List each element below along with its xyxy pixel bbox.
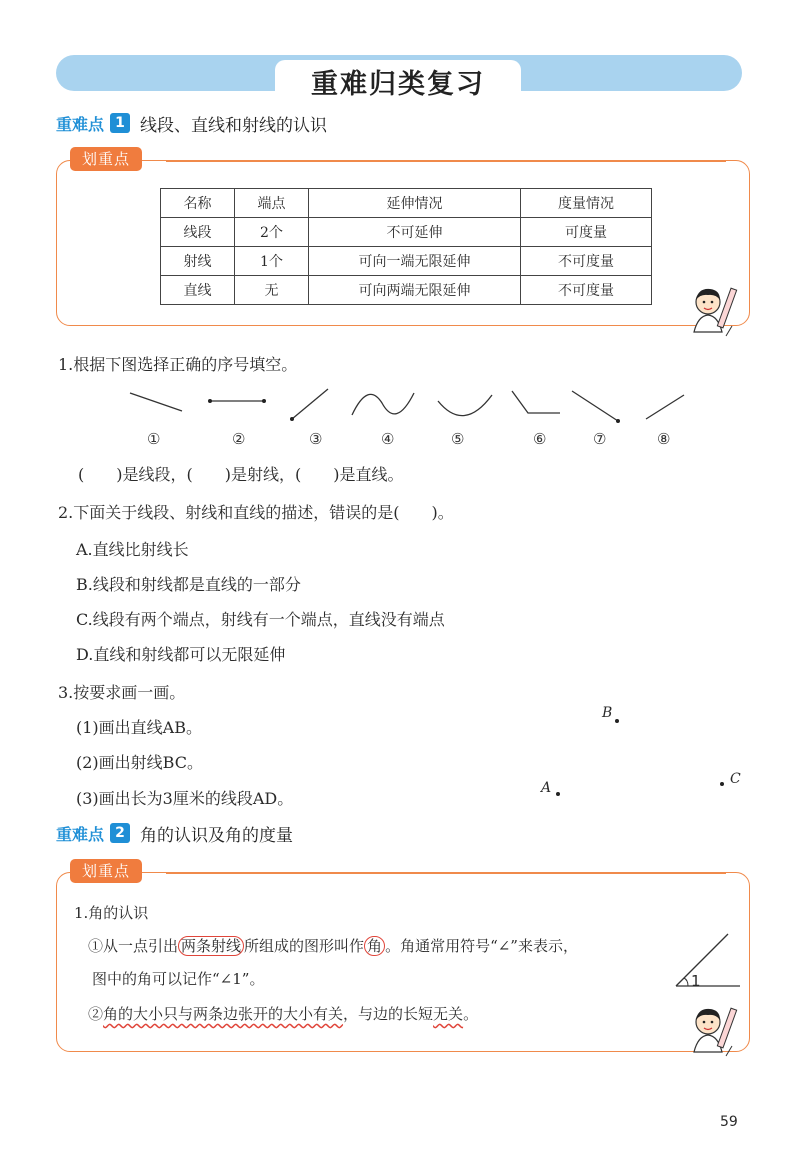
point-b-label: B [602,705,613,721]
table-cell: 线段 [161,218,235,247]
line-types-table [160,188,652,305]
section1-label: 重难点 [56,114,105,134]
figure-label-2: ② [232,430,246,448]
angle-arc [684,978,688,986]
section2-key-box [56,872,750,1052]
point-a-label: A [541,780,552,796]
table-header: 端点 [235,189,309,218]
table-cell: 不可度量 [521,276,652,305]
angle-definition-line1 [88,935,578,956]
q2-option-d[interactable]: D.直线和射线都可以无限延伸 [76,645,286,664]
table-cell: 射线 [161,247,235,276]
angle-size-rule [88,1003,478,1024]
text-run: ② [88,1005,104,1023]
angle-label: 1 [691,972,701,990]
point-c[interactable] [720,782,724,786]
page-number: 59 [720,1114,738,1130]
table-header: 延伸情况 [309,189,521,218]
table-cell: 可向一端无限延伸 [309,247,521,276]
q2-prompt: 2.下面关于线段、射线和直线的描述，错误的是( )。 [58,503,454,522]
table-cell: 可向两端无限延伸 [309,276,521,305]
angle-figure [672,930,744,992]
section1-number: 1 [110,113,130,133]
figure-label-1: ① [147,430,161,448]
section2-tab-line [166,872,726,874]
q2-option-b[interactable]: B.线段和射线都是直线的一部分 [76,575,301,594]
section1-tab-line [166,160,726,162]
angle-ray [676,934,728,986]
table-cell: 不可度量 [521,247,652,276]
figure-2-endpoint [208,399,212,403]
section2-tab: 划重点 [70,859,142,883]
point-c-label: C [730,771,741,787]
q2-option-a[interactable]: A.直线比射线长 [76,540,189,559]
table-header-row [161,189,652,218]
section2-heading [56,820,293,846]
text-run: 所组成的图形叫作 [244,937,365,955]
figure-3-endpoint [290,417,294,421]
section1-tab: 划重点 [70,147,142,171]
table-cell: 可度量 [521,218,652,247]
table-header: 名称 [161,189,235,218]
wavy-underline-text: 角的大小只与两条边张开的大小有关 [103,1005,344,1023]
figure-label-8: ⑧ [657,430,671,448]
section2-subheading: 1.角的认识 [74,904,149,922]
figure-5-curve [438,395,492,416]
angle-definition-line2: 图中的角可以记作“∠1”。 [92,970,265,988]
figure-6-polyline [512,391,560,413]
q3-item-2: (2)画出射线BC。 [76,753,203,772]
q1-figures [120,385,700,435]
point-a[interactable] [556,792,560,796]
figure-label-5: ⑤ [451,430,465,448]
text-run: ①从一点引出 [88,937,179,955]
figure-4-curve [352,393,414,415]
figure-label-6: ⑥ [533,430,547,448]
table-header: 度量情况 [521,189,652,218]
q3-prompt: 3.按要求画一画。 [58,683,186,702]
highlight-two-rays: 两条射线 [178,936,244,956]
section1-title: 线段、直线和射线的认识 [140,115,328,136]
mascot-boy-icon [686,282,742,340]
q1-prompt: 1.根据下图选择正确的序号填空。 [58,355,298,374]
section2-number: 2 [110,823,130,843]
mascot-boy-icon [686,1002,742,1060]
q3-item-3: (3)画出长为3厘米的线段AD。 [76,789,294,808]
figure-7-segment [572,391,618,421]
section1-heading [56,110,327,136]
text-run: ，与边的长短 [343,1005,434,1023]
q2-option-c[interactable]: C.线段有两个端点，射线有一个端点，直线没有端点 [76,610,445,629]
wavy-underline-text: 无关 [433,1005,464,1023]
table-cell: 直线 [161,276,235,305]
figure-label-7: ⑦ [593,430,607,448]
table-row [161,247,652,276]
section2-title: 角的认识及角的度量 [140,825,294,846]
figure-label-3: ③ [309,430,323,448]
page-title: 重难归类复习 [311,69,485,100]
table-cell: 1个 [235,247,309,276]
figure-3-ray [292,389,328,419]
text-run: 。角通常用符号“∠”来表示， [385,937,578,955]
table-cell: 不可延伸 [309,218,521,247]
table-cell: 2个 [235,218,309,247]
figure-7-endpoint [616,419,620,423]
point-b[interactable] [615,719,619,723]
figure-label-4: ④ [381,430,395,448]
figure-2-endpoint [262,399,266,403]
figure-8-line [646,395,684,419]
section2-label: 重难点 [56,824,105,844]
figure-1-line [130,393,182,411]
text-run: 。 [463,1005,479,1023]
q1-fill-blanks[interactable]: ( )是线段，( )是射线，( )是直线。 [78,465,404,484]
table-cell: 无 [235,276,309,305]
highlight-angle: 角 [364,936,385,956]
table-row [161,218,652,247]
q3-item-1: (1)画出直线AB。 [76,718,202,737]
table-row [161,276,652,305]
